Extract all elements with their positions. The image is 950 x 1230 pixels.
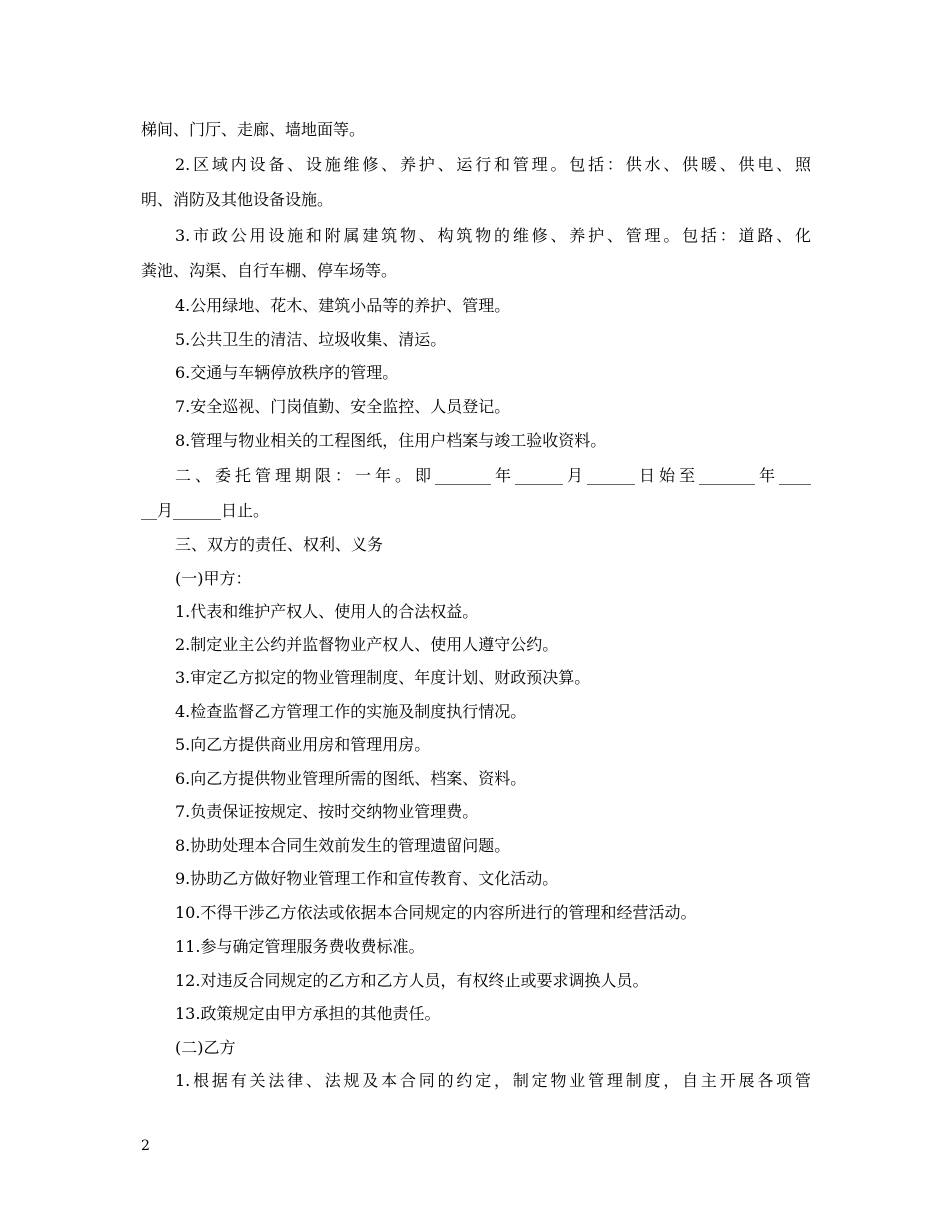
text-line: 7.负责保证按规定、按时交纳物业管理费。 [175, 802, 479, 821]
text-line: 8.管理与物业相关的工程图纸，住用户档案与竣工验收资料。 [175, 431, 607, 450]
text-line: 6.交通与车辆停放秩序的管理。 [175, 363, 399, 382]
text-line: 8.协助处理本合同生效前发生的管理遗留问题。 [175, 836, 511, 855]
subsection-heading: (二)乙方 [175, 1038, 236, 1057]
text-line: 1.代表和维护产权人、使用人的合法权益。 [175, 602, 479, 621]
text-line: 11.参与确定管理服务费收费标准。 [175, 937, 425, 956]
text-line: 梯间、门厅、走廊、墙地面等。 [141, 120, 366, 139]
text-line: 3.审定乙方拟定的物业管理制度、年度计划、财政预决算。 [175, 668, 591, 687]
section-heading: 三、双方的责任、权利、义务 [175, 535, 384, 554]
text-line: 2.区域内设备、设施维修、养护、运行和管理。包括：供水、供暖、供电、照 [175, 155, 811, 174]
text-line: 9.协助乙方做好物业管理工作和宣传教育、文化活动。 [175, 869, 559, 888]
text-line: 明、消防及其他设备设施。 [141, 190, 334, 209]
text-line: 粪池、沟渠、自行车棚、停车场等。 [141, 261, 398, 280]
text-line: 5.向乙方提供商业用房和管理用房。 [175, 735, 431, 754]
text-line: 7.安全巡视、门岗值勤、安全监控、人员登记。 [175, 397, 511, 416]
text-line: 4.公用绿地、花木、建筑小品等的养护、管理。 [175, 296, 511, 315]
text-line: 13.政策规定由甲方承担的其他责任。 [175, 1004, 441, 1023]
text-line: 2.制定业主公约并监督物业产权人、使用人遵守公约。 [175, 635, 559, 654]
text-line: 12.对违反合同规定的乙方和乙方人员，有权终止或要求调换人员。 [175, 971, 649, 990]
text-line: 5.公共卫生的清洁、垃圾收集、清运。 [175, 330, 447, 349]
text-line: 4.检查监督乙方管理工作的实施及制度执行情况。 [175, 702, 527, 721]
subsection-heading: (一)甲方： [175, 569, 252, 588]
text-line: 1.根据有关法律、法规及本合同的约定，制定物业管理制度，自主开展各项管 [175, 1071, 811, 1090]
text-line: __月______日止。 [141, 501, 270, 520]
text-line: 10.不得干涉乙方依法或依据本合同规定的内容所进行的管理和经营活动。 [175, 903, 697, 922]
text-line: 6.向乙方提供物业管理所需的图纸、档案、资料。 [175, 769, 527, 788]
text-line: 3.市政公用设施和附属建筑物、构筑物的维修、养护、管理。包括：道路、化 [175, 226, 811, 245]
text-line: 二、委托管理期限：一年。即_______年______月______日始至_______年____ [175, 466, 811, 485]
page-number: 2 [141, 1138, 150, 1154]
